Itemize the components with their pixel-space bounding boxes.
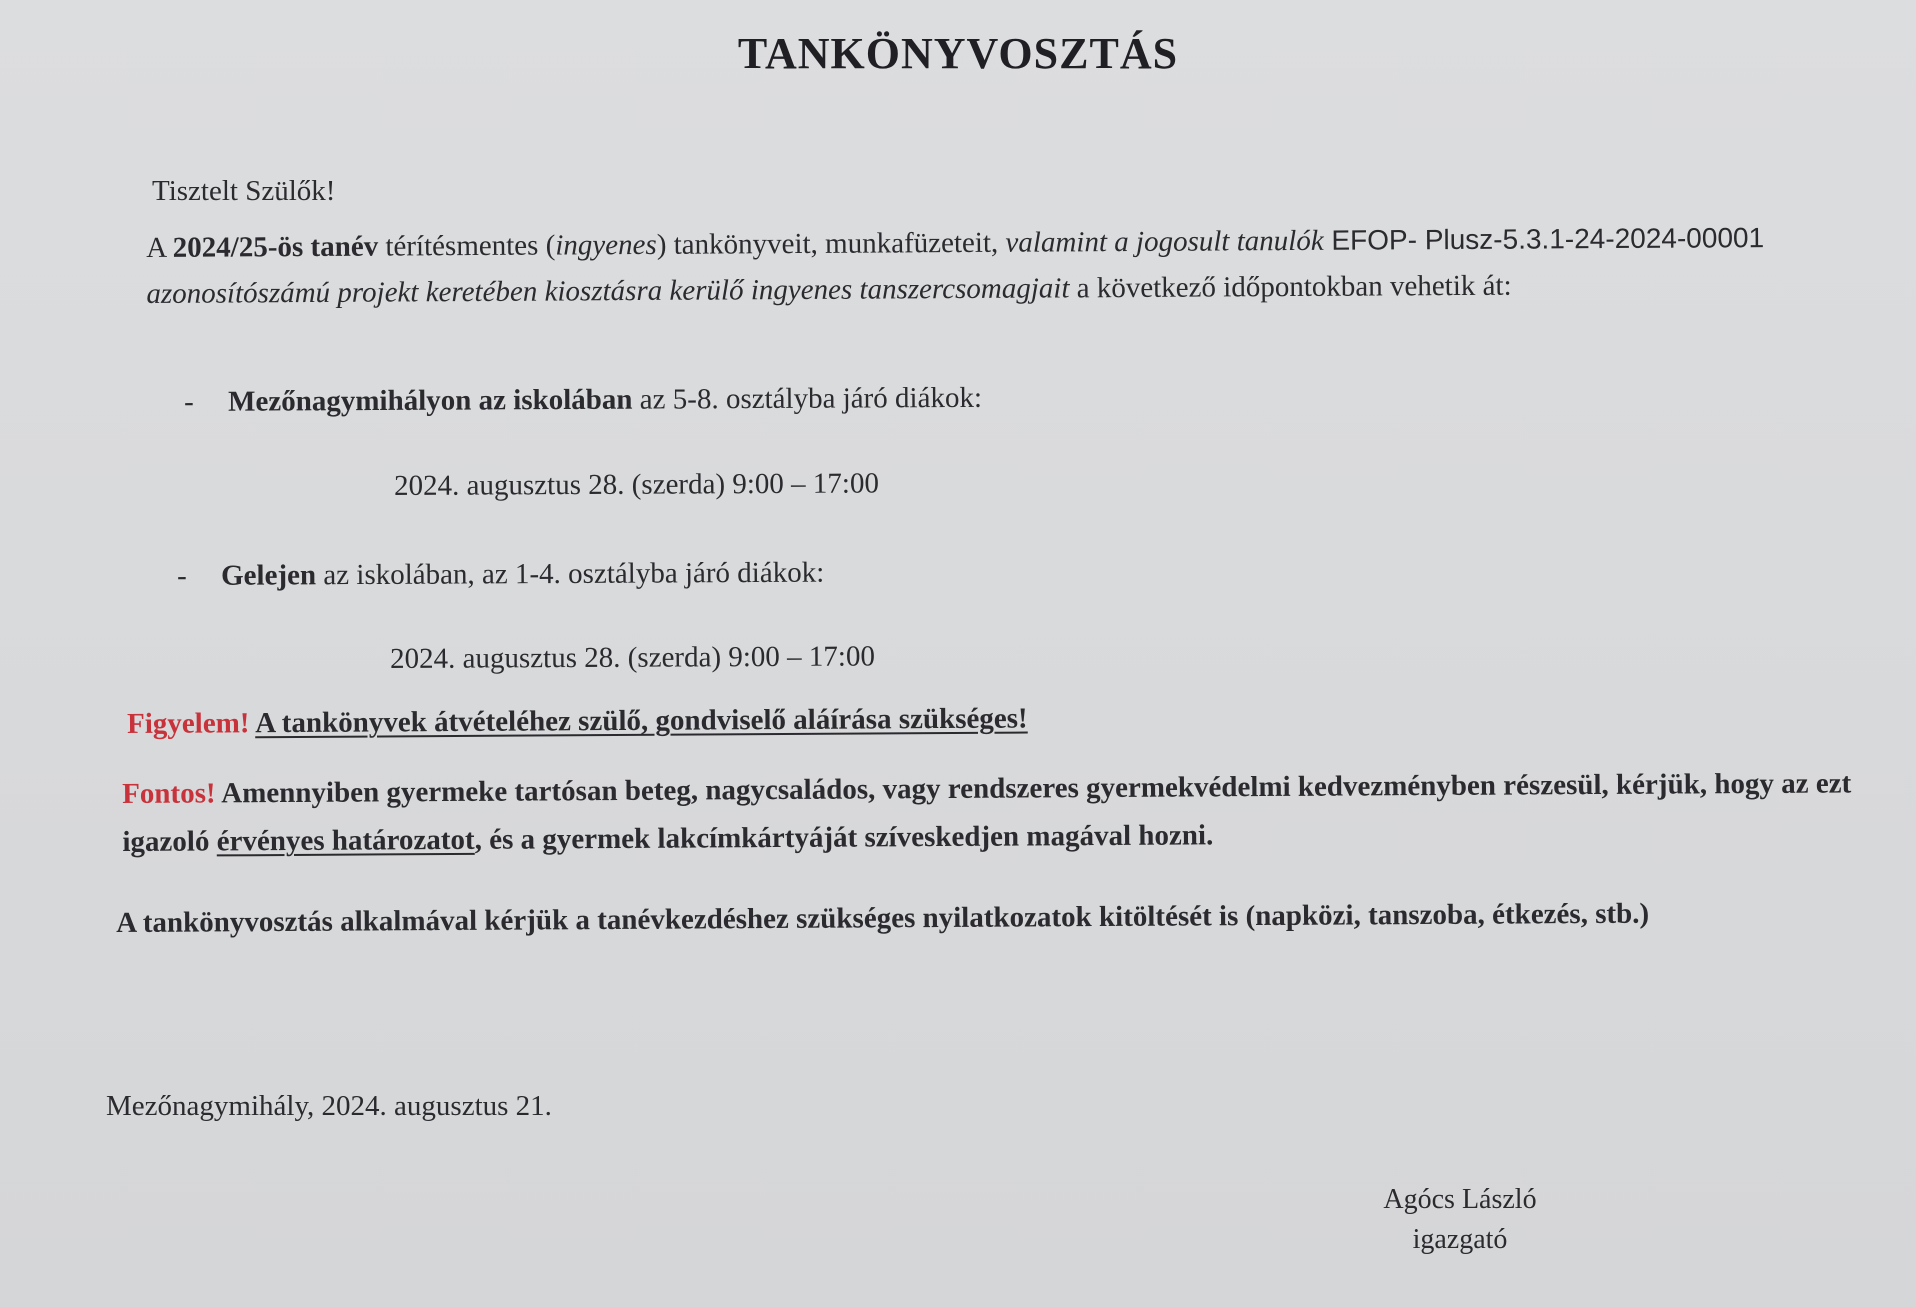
- valid-decision-text: érvényes határozatot: [216, 823, 475, 858]
- notice-label: Figyelem!: [127, 707, 250, 740]
- important-text: , és a gyermek lakcímkártyáját szíveskedjen magával hozni.: [474, 819, 1214, 856]
- place-and-date: Mezőnagymihály, 2024. augusztus 21.: [106, 1090, 552, 1122]
- intro-text: azonosítószámú projekt keretében kiosztásra kerülő ingyenes tanszercsomagjait: [146, 272, 1070, 310]
- intro-text: ingyenes: [555, 228, 657, 262]
- signer-name: Agócs László: [1383, 1184, 1537, 1215]
- list-dash: -: [184, 385, 194, 418]
- intro-text: A: [146, 231, 173, 264]
- important-text: Amennyiben gyermeke tartósan beteg, nagycsaládos, vagy rendszeres gyermekvédelmi kedvezményben részesül, kérjük, hogy az ezt igazoló: [122, 767, 1852, 858]
- distribution-item-1: [184, 382, 982, 419]
- notice-text: A tankönyvek átvételéhez szülő, gondviselő aláírása szükséges!: [255, 702, 1028, 740]
- project-id: EFOP- Plusz-5.3.1-24-2024-00001: [1323, 222, 1765, 256]
- distribution-time-2: 2024. augusztus 28. (szerda) 9:00 – 17:00: [390, 640, 876, 675]
- school-year: 2024/25-ös tanév: [172, 230, 379, 264]
- distribution-place: Mezőnagymihályon az iskolában: [227, 383, 633, 418]
- list-dash: -: [177, 559, 187, 592]
- distribution-time-1: 2024. augusztus 28. (szerda) 9:00 – 17:00: [394, 467, 880, 502]
- distribution-item-2: [177, 557, 824, 593]
- distribution-place: Gelejen: [220, 559, 317, 592]
- important-label: Fontos!: [122, 777, 216, 810]
- notice-line: [127, 702, 1028, 741]
- distribution-desc: az 5-8. osztályba járó diákok:: [632, 381, 983, 416]
- important-paragraph: [122, 759, 1893, 866]
- intro-text: a következő időpontokban vehetik át:: [1069, 269, 1512, 305]
- closing-paragraph: A tankönyvosztás alkalmával kérjük a tanévkezdéshez szükséges nyilatkozatok kitöltését is (napközi, tanszoba, étkezés, stb.): [116, 897, 1650, 939]
- document-title: TANKÖNYVOSZTÁS: [737, 29, 1179, 78]
- intro-text: ) tankönyveit, munkafüzeteit,: [656, 226, 1006, 261]
- signer-role: igazgató: [1412, 1224, 1508, 1255]
- intro-paragraph: [146, 215, 1787, 317]
- distribution-desc: az iskolában, az 1-4. osztályba járó diákok:: [316, 556, 825, 592]
- intro-text: térítésmentes (: [378, 229, 556, 263]
- signature-block: [1370, 1180, 1550, 1260]
- greeting: Tisztelt Szülők!: [152, 175, 336, 207]
- intro-text: valamint a jogosult tanulók: [1005, 224, 1324, 259]
